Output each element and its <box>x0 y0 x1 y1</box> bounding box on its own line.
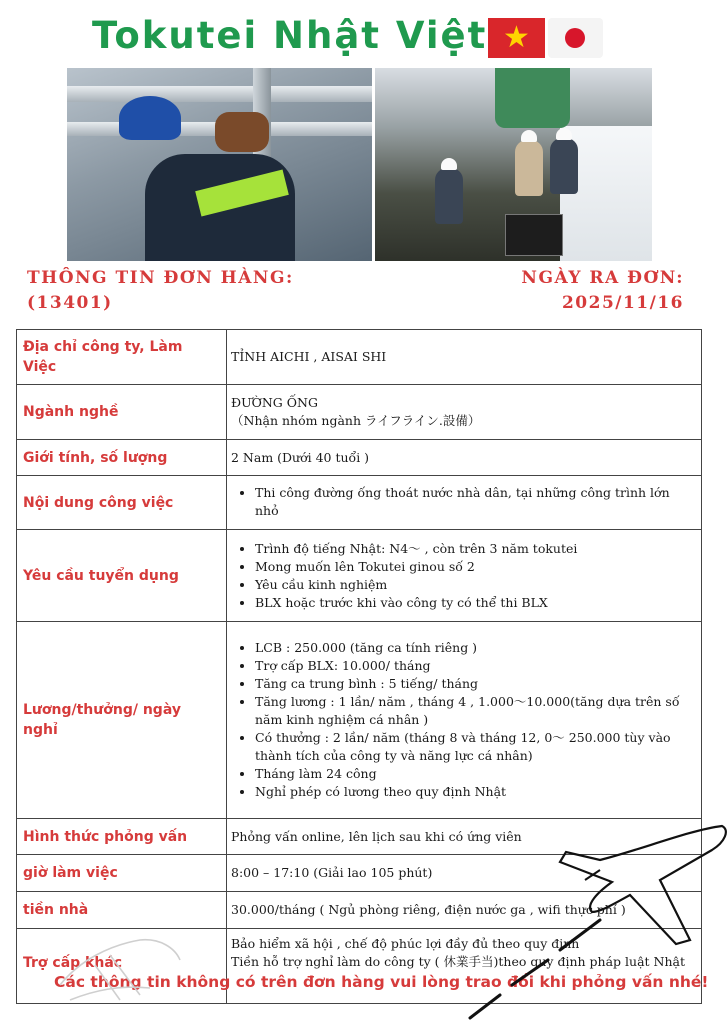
row-value: TỈNH AICHI , AISAI SHI <box>227 330 702 385</box>
row-label: Lương/thưởng/ ngày nghỉ <box>17 622 227 819</box>
table-row <box>17 929 702 1004</box>
row-value: 30.000/tháng ( Ngủ phòng riêng, điện nước ga , wifi thực phí ) <box>227 892 702 929</box>
table-row <box>17 530 702 622</box>
construction-site-photo <box>375 68 652 261</box>
welding-worker-photo <box>67 68 372 261</box>
row-value: ĐƯỜNG ỐNG （Nhận nhóm ngành ライフライン.設備） <box>227 385 702 440</box>
order-code: (13401) <box>27 293 113 313</box>
row-label: tiền nhà <box>17 892 227 929</box>
issue-date: 2025/11/16 <box>561 293 684 313</box>
row-label: Giới tính, số lượng <box>17 440 227 476</box>
row-label: Ngành nghề <box>17 385 227 440</box>
table-row <box>17 440 702 476</box>
row-value: • LCB : 250.000 (tăng ca tính riêng ) • Trợ cấp BLX: 10.000/ tháng • Tăng ca trung bình : 5 tiếng/ tháng • Tăng lương : 1 lần/ năm , tháng 4 , 1.000～10.000(tăng dựa trên số năm kinh nghiệm cá nhân ) • Có thưởng : 2 lần/ năm (tháng 8 và tháng 12, 0～ 250.000 tùy vào thành tích của công ty và năng lực cá nhân) • Tháng làm 24 công • Nghỉ phép có lương theo quy định Nhật <box>227 622 702 819</box>
row-label: Trợ cấp khác <box>17 929 227 1004</box>
vietnam-flag-icon: ★ <box>488 18 545 58</box>
table-row <box>17 819 702 855</box>
table-row <box>17 330 702 385</box>
row-label: giờ làm việc <box>17 855 227 892</box>
japan-flag-icon <box>548 18 603 58</box>
table-row <box>17 892 702 929</box>
row-value: Phỏng vấn online, lên lịch sau khi có ứng viên <box>227 819 702 855</box>
row-value: 8:00 – 17:10 (Giải lao 105 phút) <box>227 855 702 892</box>
row-value: • Thi công đường ống thoát nước nhà dân, tại những công trình lớn nhỏ <box>227 476 702 530</box>
order-label: THÔNG TIN ĐƠN HÀNG: <box>27 268 294 288</box>
page-title: Tokutei Nhật Việt <box>92 14 488 57</box>
job-details-table <box>16 329 702 1004</box>
table-row <box>17 476 702 530</box>
row-value: • Trình độ tiếng Nhật: N4～ , còn trên 3 năm tokutei • Mong muốn lên Tokutei ginou số 2 • Yêu cầu kinh nghiệm • BLX hoặc trước khi vào công ty có thể thi BLX <box>227 530 702 622</box>
issue-date-info <box>521 266 684 316</box>
row-value: Bảo hiểm xã hội , chế độ phúc lợi đầy đủ theo quy định Tiền hỗ trợ nghỉ làm do công ty ( 休業手当)theo quy định pháp luật Nhật <box>227 929 702 1004</box>
table-row <box>17 385 702 440</box>
row-label: Địa chỉ công ty, Làm Việc <box>17 330 227 385</box>
row-label: Nội dung công việc <box>17 476 227 530</box>
issue-label: NGÀY RA ĐƠN: <box>521 268 684 288</box>
row-value: 2 Nam (Dưới 40 tuổi ) <box>227 440 702 476</box>
footer-note: Các thông tin không có trên đơn hàng vui lòng trao đổi khi phỏng vấn nhé! <box>54 973 709 991</box>
order-info <box>27 266 294 316</box>
table-row <box>17 855 702 892</box>
row-label: Hình thức phỏng vấn <box>17 819 227 855</box>
row-label: Yêu cầu tuyển dụng <box>17 530 227 622</box>
table-row <box>17 622 702 819</box>
